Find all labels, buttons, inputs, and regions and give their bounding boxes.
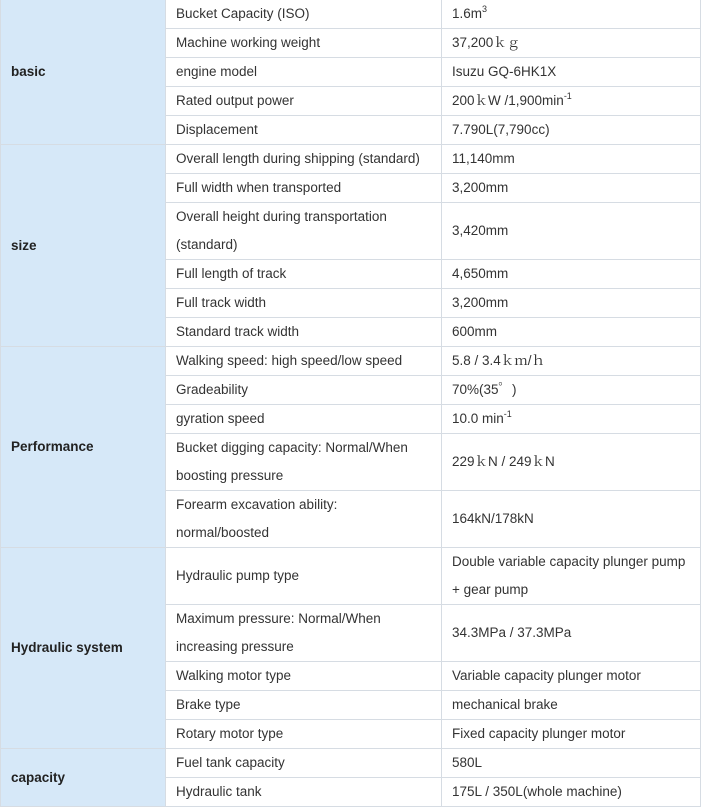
spec-label-cell: Displacement xyxy=(166,116,442,145)
spec-label-cell: Full track width xyxy=(166,289,442,318)
spec-label-cell: Full width when transported xyxy=(166,174,442,203)
spec-value-text: 70%(35゜) xyxy=(452,382,517,397)
spec-value-text: 3,200mm xyxy=(452,180,509,195)
spec-value-cell xyxy=(442,145,701,174)
spec-value-text: 5.8 / 3.4ｋｍ/ｈ xyxy=(452,353,546,368)
spec-label-cell: Rated output power xyxy=(166,87,442,116)
spec-value-cell xyxy=(442,778,701,807)
spec-value-text: Isuzu GQ-6HK1X xyxy=(452,64,557,79)
spec-value-text: 11,140mm xyxy=(452,151,515,166)
spec-value-text: 4,650mm xyxy=(452,266,509,281)
table-row xyxy=(1,145,701,174)
spec-value-text: 580L xyxy=(452,755,483,770)
spec-value-cell xyxy=(442,662,701,691)
spec-label-cell: Fuel tank capacity xyxy=(166,749,442,778)
spec-value-text: 600mm xyxy=(452,324,498,339)
spec-value-cell xyxy=(442,58,701,87)
spec-value-superscript: -1 xyxy=(503,409,512,419)
spec-value-text: 37,200ｋｇ xyxy=(452,35,521,50)
spec-label-cell: Standard track width xyxy=(166,318,442,347)
category-cell: capacity xyxy=(1,749,166,807)
spec-value-cell xyxy=(442,174,701,203)
spec-value-cell xyxy=(442,691,701,720)
spec-label-cell: Bucket Capacity (ISO) xyxy=(166,0,442,29)
spec-value-cell xyxy=(442,434,701,491)
spec-value-text: 10.0 min xyxy=(452,411,504,426)
spec-value-cell xyxy=(442,0,701,29)
spec-label-cell: Overall length during shipping (standard) xyxy=(166,145,442,174)
spec-value-cell xyxy=(442,260,701,289)
spec-label-cell: Bucket digging capacity: Normal/When boosting pressure xyxy=(166,434,442,491)
spec-label-cell: engine model xyxy=(166,58,442,87)
spec-value-text: mechanical brake xyxy=(452,697,558,712)
spec-value-cell xyxy=(442,87,701,116)
spec-value-text: 34.3MPa / 37.3MPa xyxy=(452,625,572,640)
spec-value-cell xyxy=(442,203,701,260)
spec-label-cell: Maximum pressure: Normal/When increasing pressure xyxy=(166,605,442,662)
spec-label-cell: Hydraulic pump type xyxy=(166,548,442,605)
spec-value-cell xyxy=(442,376,701,405)
table-row xyxy=(1,347,701,376)
spec-value-text: 3,420mm xyxy=(452,223,509,238)
spec-value-text: Fixed capacity plunger motor xyxy=(452,726,626,741)
spec-value-text: 164kN/178kN xyxy=(452,511,534,526)
spec-label-cell: Machine working weight xyxy=(166,29,442,58)
spec-label-cell: Overall height during transportation (standard) xyxy=(166,203,442,260)
spec-label-cell: Forearm excavation ability: normal/boosted xyxy=(166,491,442,548)
spec-value-cell xyxy=(442,491,701,548)
spec-label-cell: Brake type xyxy=(166,691,442,720)
spec-value-cell xyxy=(442,720,701,749)
spec-value-cell xyxy=(442,749,701,778)
spec-value-text: 3,200mm xyxy=(452,295,509,310)
category-cell: basic xyxy=(1,0,166,145)
spec-value-text: 175L / 350L(whole machine) xyxy=(452,784,622,799)
table-row xyxy=(1,548,701,605)
spec-label-cell: Hydraulic tank xyxy=(166,778,442,807)
category-cell: Hydraulic system xyxy=(1,548,166,749)
spec-value-cell xyxy=(442,289,701,318)
spec-value-cell xyxy=(442,116,701,145)
spec-value-text: 7.790L(7,790cc) xyxy=(452,122,550,137)
spec-value-superscript: -1 xyxy=(563,91,572,101)
spec-value-text: Double variable capacity plunger pump + gear pump xyxy=(452,554,686,597)
spec-label-cell: Walking motor type xyxy=(166,662,442,691)
category-cell: size xyxy=(1,145,166,347)
spec-value-text: Variable capacity plunger motor xyxy=(452,668,641,683)
spec-value-cell xyxy=(442,347,701,376)
spec-value-cell xyxy=(442,405,701,434)
spec-value-text: 1.6m xyxy=(452,6,483,21)
spec-value-superscript: 3 xyxy=(482,4,488,14)
spec-label-cell: Walking speed: high speed/low speed xyxy=(166,347,442,376)
spec-value-cell xyxy=(442,29,701,58)
table-row xyxy=(1,0,701,29)
spec-label-cell: Rotary motor type xyxy=(166,720,442,749)
spec-value-cell xyxy=(442,548,701,605)
spec-label-cell: gyration speed xyxy=(166,405,442,434)
spec-value-text: 229ｋN / 249ｋN xyxy=(452,454,555,469)
spec-value-cell xyxy=(442,605,701,662)
category-cell: Performance xyxy=(1,347,166,548)
spec-label-cell: Full length of track xyxy=(166,260,442,289)
spec-label-cell: Gradeability xyxy=(166,376,442,405)
table-row xyxy=(1,749,701,778)
spec-value-cell xyxy=(442,318,701,347)
spec-value-text: 200ｋW /1,900min xyxy=(452,93,564,108)
spec-table-body xyxy=(1,0,701,807)
